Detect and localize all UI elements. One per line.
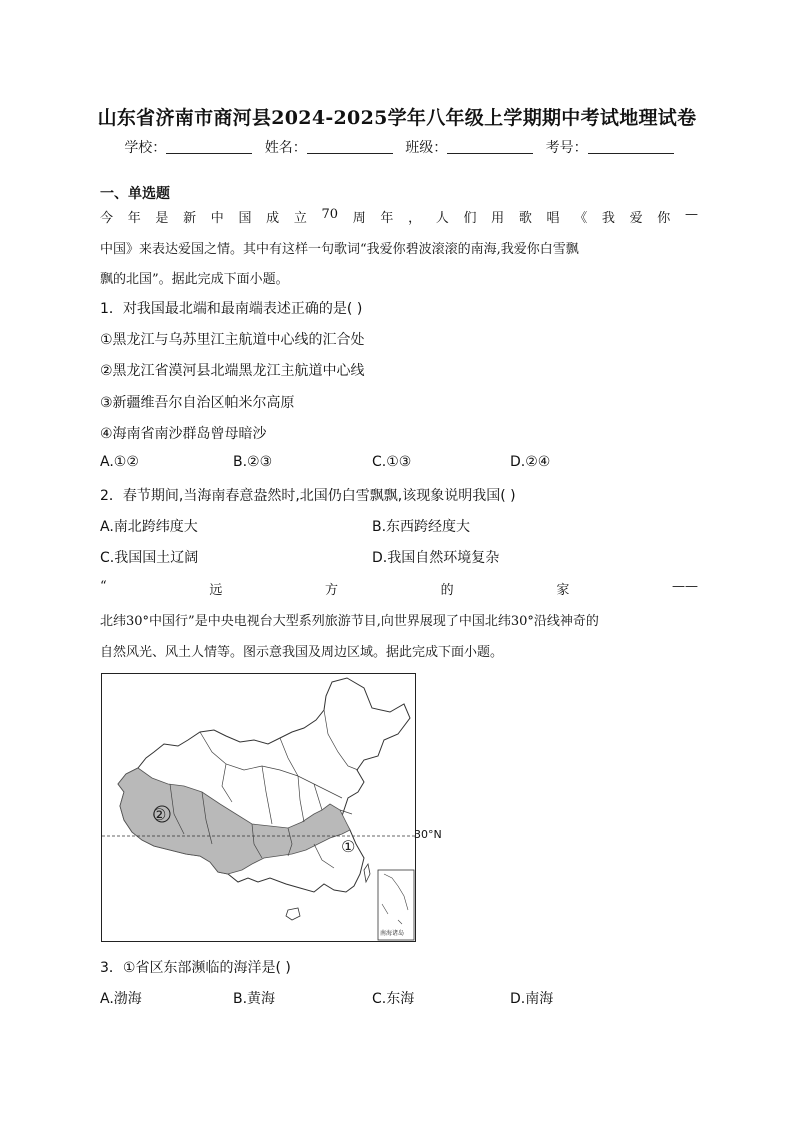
q2-option-a[interactable]: A.南北跨纬度大	[100, 519, 198, 535]
marker-1-label: ①	[341, 837, 356, 856]
q3-option-c[interactable]: C.东海	[372, 991, 415, 1007]
q2-option-d[interactable]: D.我国自然环境复杂	[372, 550, 500, 566]
intro1-char: 用	[491, 211, 505, 226]
intro2-char: 方	[324, 583, 338, 598]
q2-stem: 2．春节期间,当海南春意盎然时,北国仍白雪飘飘,该现象说明我国( )	[100, 488, 516, 504]
taiwan-island	[364, 864, 370, 882]
inset-label: 南海诸岛	[380, 930, 405, 937]
intro1-char: 年	[127, 211, 141, 226]
intro1-char: 今	[100, 211, 114, 226]
intro2-char: 远	[209, 583, 223, 598]
intro1-char: 70	[321, 207, 339, 222]
hainan-island	[286, 908, 300, 920]
intro1-char: 们	[463, 211, 477, 226]
intro1-char: 立	[293, 211, 307, 226]
intro1-line3: 飘的北国”。据此完成下面小题。	[100, 272, 289, 287]
q2-option-c[interactable]: C.我国国土辽阔	[100, 550, 199, 566]
school-blank[interactable]	[166, 139, 252, 154]
q1-stem: 1．对我国最北端和最南端表述正确的是( )	[100, 301, 363, 317]
section-heading: 一、单选题	[100, 186, 170, 202]
intro1-char: 周	[352, 211, 366, 226]
china-map-svg	[102, 674, 415, 941]
class-label: 班级：	[405, 140, 448, 156]
intro1-char: 是	[155, 211, 169, 226]
q3-option-a[interactable]: A.渤海	[100, 991, 142, 1007]
student-info-line	[0, 137, 794, 157]
exam-title: 山东省济南市商河县2024-2025学年八年级上学期期中考试地理试卷	[97, 107, 697, 129]
intro1-char: 歌	[518, 211, 532, 226]
intro1-char: 《	[574, 211, 588, 226]
intro2-line1	[100, 579, 698, 598]
marker-2-label: ②	[152, 805, 167, 824]
intro1-line2: 中国》来表达爱国之情。其中有这样一句歌词“我爱你碧波滚滚的南海,我爱你白雪飘	[100, 242, 579, 257]
q1-option-c[interactable]: C.①③	[372, 454, 412, 470]
q3-stem: 3．①省区东部濒临的海洋是( )	[100, 960, 291, 976]
name-blank[interactable]	[307, 139, 393, 154]
q2-option-b[interactable]: B.东西跨经度大	[372, 519, 471, 535]
q1-item: ③新疆维吾尔自治区帕米尔高原	[100, 395, 295, 411]
latitude-30-label: 30°N	[414, 828, 442, 841]
intro1-char: ，	[408, 211, 422, 226]
name-label: 姓名：	[264, 140, 307, 156]
intro2-char: ——	[672, 579, 698, 594]
intro1-char: —	[684, 207, 698, 222]
intro2-line3: 自然风光、风土人情等。图示意我国及周边区域。据此完成下面小题。	[100, 645, 504, 660]
china-map-figure	[101, 673, 416, 942]
school-label: 学校：	[124, 140, 167, 156]
q3-option-d[interactable]: D.南海	[510, 991, 554, 1007]
intro1-char: 国	[238, 211, 252, 226]
q1-option-d[interactable]: D.②④	[510, 454, 551, 470]
q1-option-a[interactable]: A.①②	[100, 454, 139, 470]
q1-option-b[interactable]: B.②③	[233, 454, 273, 470]
intro1-char: 唱	[546, 211, 560, 226]
intro2-char: “	[100, 579, 107, 594]
intro1-char: 我	[601, 211, 615, 226]
intro1-char: 年	[380, 211, 394, 226]
exam-no-blank[interactable]	[588, 139, 674, 154]
intro2-char: 家	[556, 583, 570, 598]
intro1-char: 中	[210, 211, 224, 226]
intro1-char: 成	[266, 211, 280, 226]
intro1-char: 你	[657, 211, 671, 226]
q1-item: ④海南省南沙群岛曾母暗沙	[100, 426, 267, 442]
q1-item: ①黑龙江与乌苏里江主航道中心线的汇合处	[100, 332, 365, 348]
class-blank[interactable]	[447, 139, 533, 154]
intro1-char: 人	[435, 211, 449, 226]
q1-item: ②黑龙江省漠河县北端黑龙江主航道中心线	[100, 363, 365, 379]
exam-no-label: 考号：	[545, 140, 588, 156]
intro1-char: 新	[183, 211, 197, 226]
intro1-char: 爱	[629, 211, 643, 226]
intro2-char: 的	[440, 583, 454, 598]
intro2-line2: 北纬30°中国行”是中央电视台大型系列旅游节目,向世界展现了中国北纬30°沿线神奇的	[100, 614, 599, 629]
q3-option-b[interactable]: B.黄海	[233, 991, 276, 1007]
intro1-line1	[100, 207, 698, 226]
